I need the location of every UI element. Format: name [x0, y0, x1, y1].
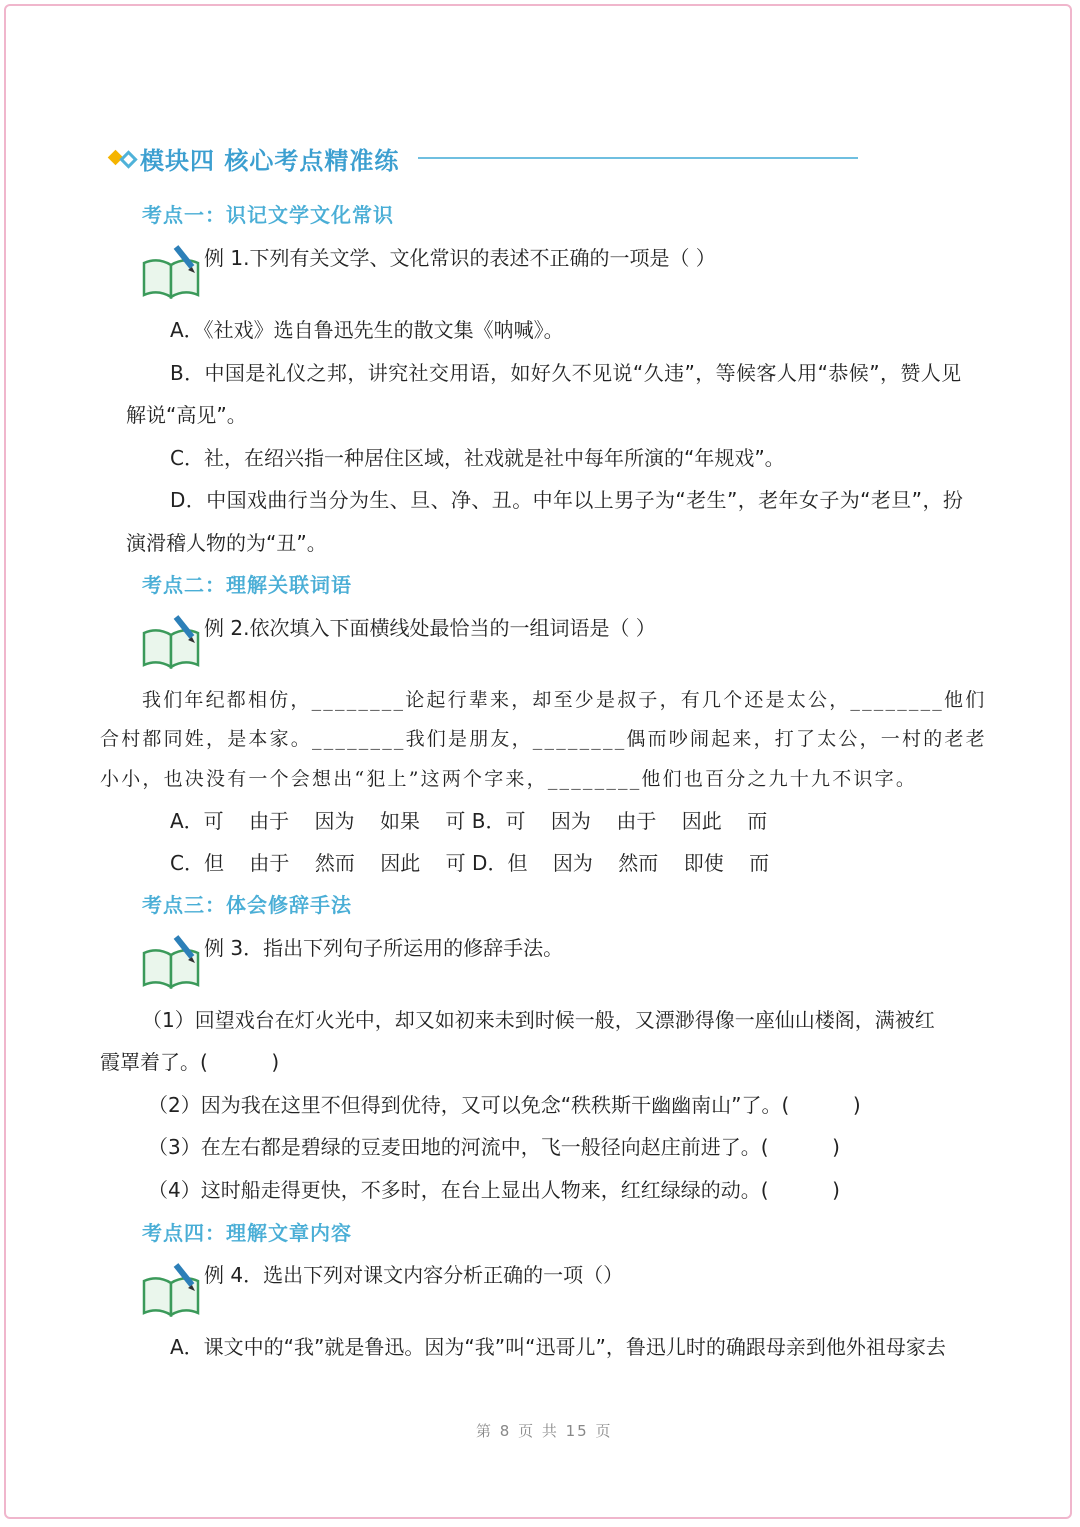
kp2-question: 例 2.依次填入下面横线处最恰当的一组词语是（ ） [204, 616, 656, 640]
kp1-option-b: B．中国是礼仪之邦，讲究社交用语，如好久不见说“久违”，等候客人用“恭候”，赞人见 [170, 361, 962, 385]
kp3-sentence-1-cont: 霞罩着了。( ) [100, 1050, 280, 1074]
kp1-question: 例 1.下列有关文学、文化常识的表述不正确的一项是（ ） [204, 246, 716, 270]
module-header [106, 140, 399, 176]
kp1-option-d: D．中国戏曲行当分为生、旦、净、丑。中年以上男子为“老生”，老年女子为“老旦”，扮 [170, 488, 964, 512]
book-pencil-icon [140, 933, 202, 989]
book-pencil-icon [140, 613, 202, 669]
diamond-icon [106, 146, 140, 170]
kp1-option-b-cont: 解说“高见”。 [126, 403, 247, 427]
kp2-passage-line2: 合村都同姓，是本家。________我们是朋友，________偶而吵闹起来，打了太公，一村的老老 [100, 728, 987, 750]
book-pencil-icon [140, 243, 202, 299]
kp1-option-c: C．社，在绍兴指一种居住区域，社戏就是社中每年所演的“年规戏”。 [170, 446, 785, 470]
kp4-option-a: A．课文中的“我”就是鲁迅。因为“我”叫“迅哥儿”，鲁迅儿时的确跟母亲到他外祖母家去 [170, 1335, 946, 1359]
kp3-sentence-3: （3）在左右都是碧绿的豆麦田地的河流中，飞一般径向赵庄前进了。( ) [148, 1135, 840, 1159]
kp3-question: 例 3．指出下列句子所运用的修辞手法。 [204, 936, 564, 960]
kp2-options-cd: C．但 由于 然而 因此 可 D．但 因为 然而 即使 而 [170, 851, 770, 875]
kp3-title: 考点三：体会修辞手法 [142, 893, 352, 917]
kp2-passage-line1: 我们年纪都相仿，________论起行辈来，却至少是叔子，有几个还是太公，________他们 [142, 689, 987, 711]
page-number: 第 8 页 共 15 页 [476, 1422, 613, 1440]
module-title: 模块四 核心考点精准练 [140, 146, 400, 175]
kp1-option-d-cont: 演滑稽人物的为“丑”。 [126, 531, 327, 555]
kp2-options-ab: A．可 由于 因为 如果 可 B．可 因为 由于 因此 而 [170, 809, 768, 833]
kp3-sentence-2: （2）因为我在这里不但得到优待，又可以免念“秩秩斯干幽幽南山”了。( ) [148, 1093, 861, 1117]
kp2-title: 考点二：理解关联词语 [142, 573, 352, 597]
module-divider [418, 157, 858, 159]
kp3-sentence-1: （1）回望戏台在灯火光中，却又如初来未到时候一般，又漂渺得像一座仙山楼阁，满被红 [142, 1008, 935, 1032]
kp3-sentence-4: （4）这时船走得更快，不多时，在台上显出人物来，红红绿绿的动。( ) [148, 1178, 840, 1202]
kp1-title: 考点一：识记文学文化常识 [142, 203, 394, 227]
kp1-option-a: A．《社戏》选自鲁迅先生的散文集《呐喊》。 [170, 318, 564, 342]
kp4-question: 例 4．选出下列对课文内容分析正确的一项（） [204, 1263, 624, 1287]
kp4-title: 考点四：理解文章内容 [142, 1221, 352, 1245]
book-pencil-icon [140, 1261, 202, 1317]
kp2-passage-line3: 小小，也决没有一个会想出“犯上”这两个字来，________他们也百分之九十九不识字。 [100, 768, 918, 790]
